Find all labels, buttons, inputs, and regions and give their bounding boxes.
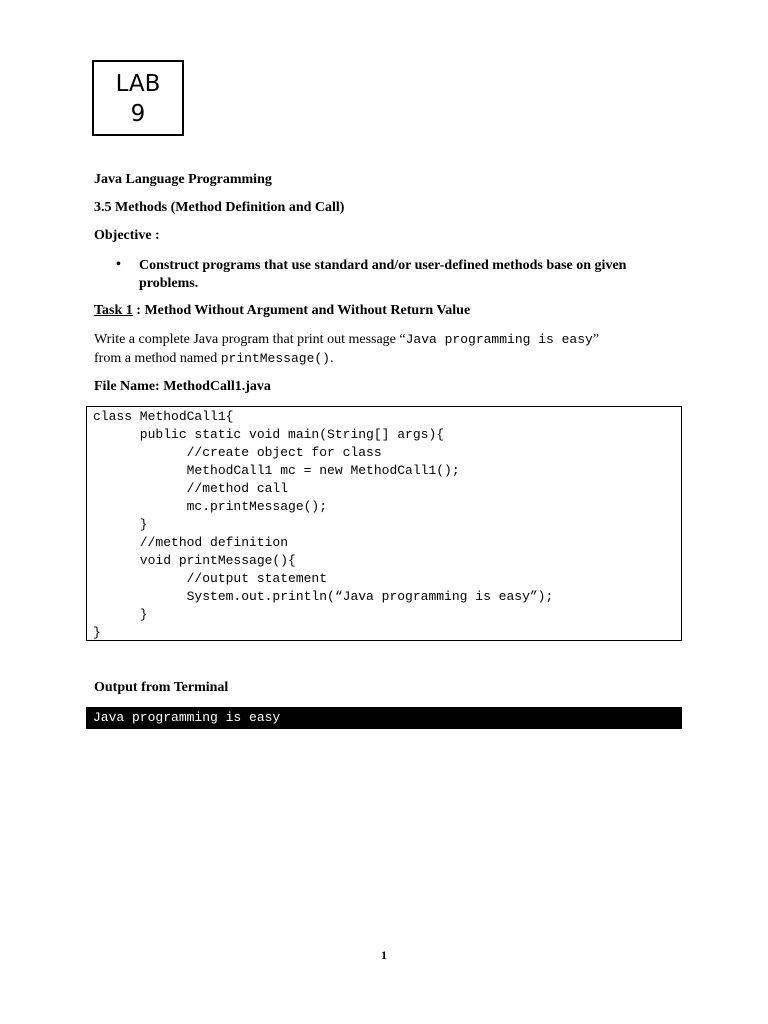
code-line: System.out.println(“Java programming is easy”); <box>93 589 554 604</box>
code-line: } <box>93 517 148 532</box>
task-separator: : <box>132 303 145 318</box>
code-line: //output statement <box>93 571 328 586</box>
code-line: } <box>93 625 101 640</box>
code-block <box>86 406 682 641</box>
code-line: MethodCall1 mc = new MethodCall1(); <box>93 463 460 478</box>
description-text: Write a complete Java program that print out message “ <box>94 332 406 347</box>
code-line: void printMessage(){ <box>93 553 296 568</box>
objective-item: Construct programs that use standard and/or user-defined methods base on given problems. <box>139 258 627 291</box>
file-name: File Name: MethodCall1.java <box>94 379 271 394</box>
task-label: Task 1 <box>94 303 133 318</box>
task-title: Method Without Argument and Without Return Value <box>144 303 471 318</box>
task-description <box>94 330 694 368</box>
description-text: from a method named <box>94 351 221 366</box>
code-line: class MethodCall1{ <box>93 409 234 424</box>
code-line: mc.printMessage(); <box>93 499 328 514</box>
lab-number-box <box>92 60 184 136</box>
objective-label: Objective : <box>94 228 160 243</box>
description-text: ” <box>592 332 600 347</box>
lab-label: LAB <box>115 71 161 97</box>
code-line: //method definition <box>93 535 289 550</box>
description-line-2 <box>94 349 694 368</box>
description-code: printMessage() <box>220 351 330 366</box>
code-line: //method call <box>93 481 289 496</box>
code-line: //create object for class <box>93 445 382 460</box>
course-title: Java Language Programming <box>94 172 272 187</box>
section-title: 3.5 Methods (Method Definition and Call) <box>94 200 345 215</box>
code-line: } <box>93 607 148 622</box>
page-number: 1 <box>381 948 387 962</box>
lab-number: 9 <box>130 101 146 127</box>
bullet-icon: • <box>116 257 121 272</box>
task-heading <box>94 303 470 319</box>
code-line: public static void main(String[] args){ <box>93 427 445 442</box>
description-line-1 <box>94 330 694 349</box>
description-text: . <box>329 351 334 366</box>
terminal-output: Java programming is easy <box>86 707 682 729</box>
output-heading: Output from Terminal <box>94 680 229 695</box>
description-code: Java programming is easy <box>405 332 593 347</box>
